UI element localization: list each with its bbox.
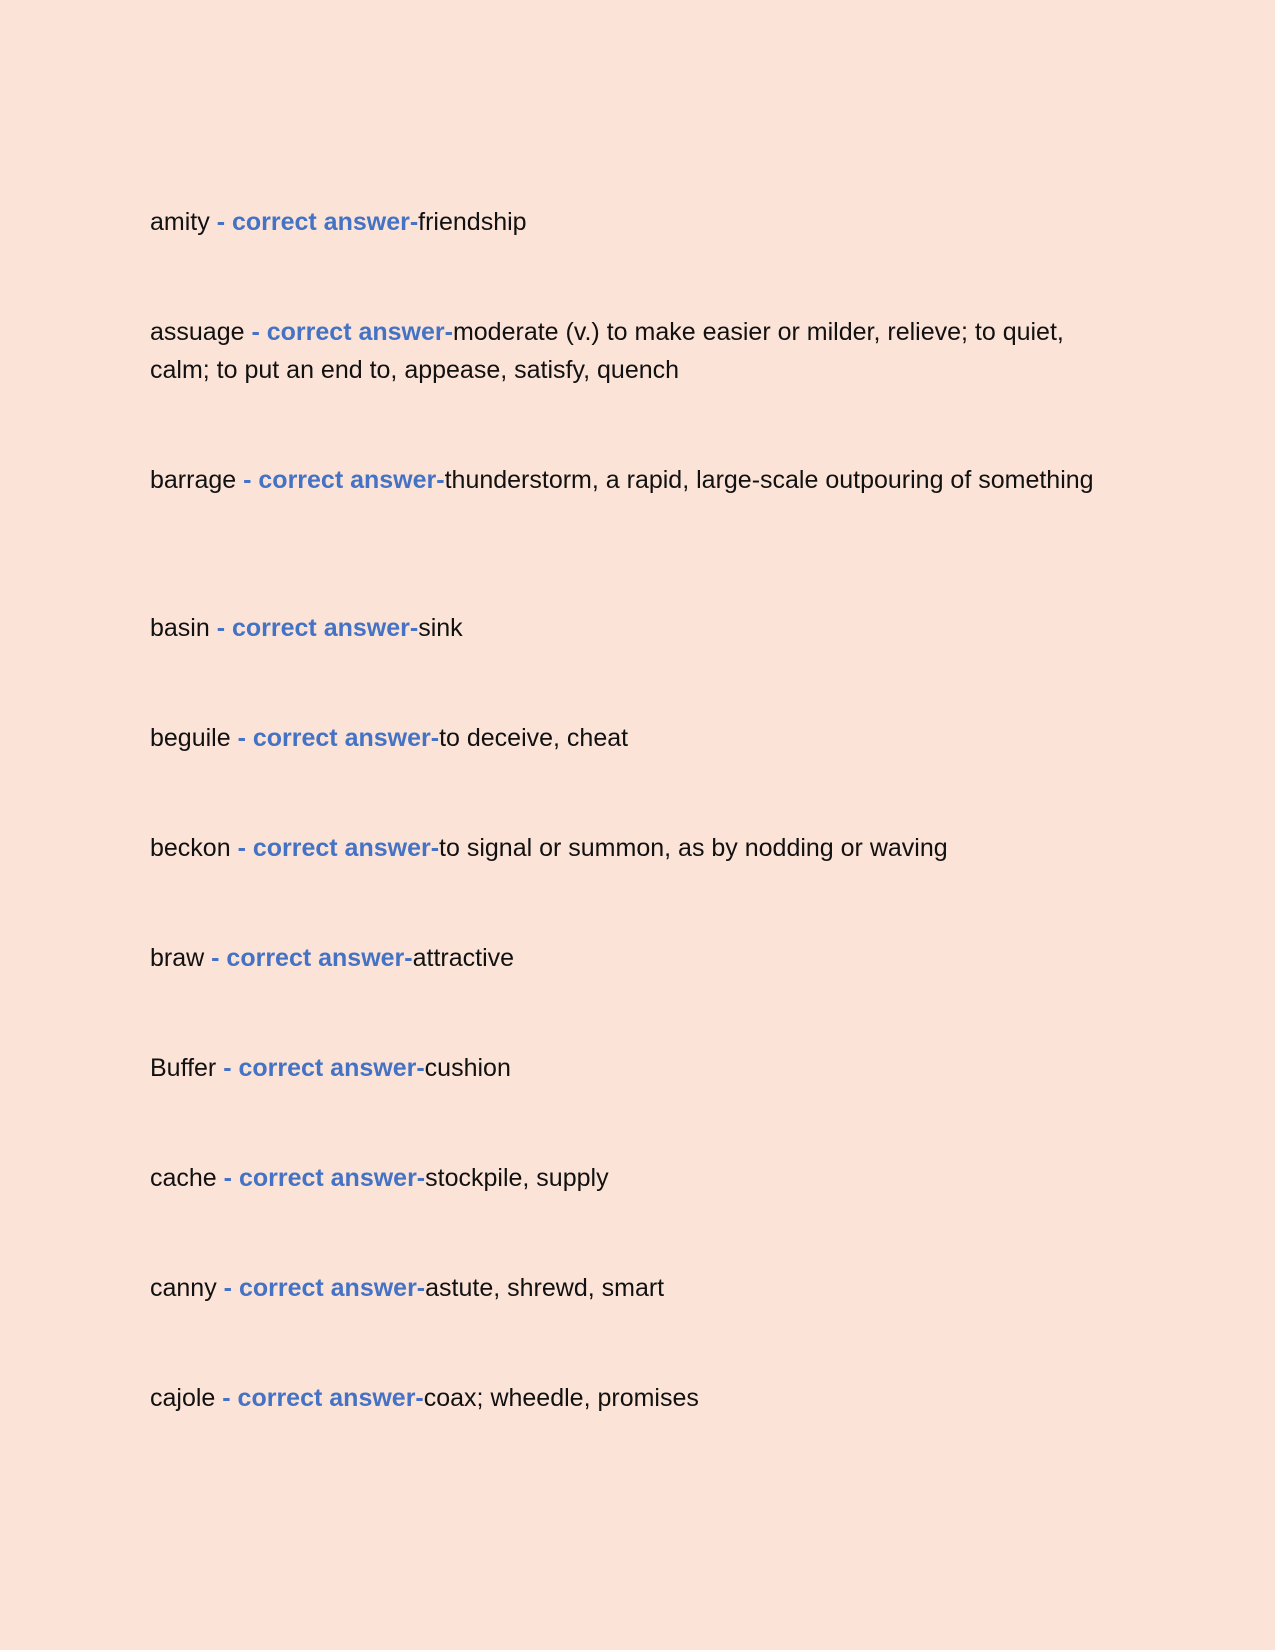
flashcard-entry xyxy=(150,1379,1125,1417)
flashcard-entry xyxy=(150,1159,1125,1197)
entry-definition: sink xyxy=(418,614,463,642)
entry-separator: - correct answer- xyxy=(251,318,453,346)
entry-term: beckon xyxy=(150,834,231,862)
entry-term: amity xyxy=(150,208,210,236)
entry-definition: stockpile, supply xyxy=(425,1164,609,1192)
entry-separator: - correct answer- xyxy=(216,208,419,236)
entry-separator: - correct answer- xyxy=(237,834,440,862)
flashcard-entry xyxy=(150,939,1125,977)
entry-separator: - correct answer- xyxy=(237,724,440,752)
entry-definition: cushion xyxy=(424,1054,511,1082)
entry-separator: - correct answer- xyxy=(223,1054,425,1082)
flashcard-entry xyxy=(150,829,1125,867)
entry-definition: to deceive, cheat xyxy=(439,724,629,752)
entry-term: assuage xyxy=(150,318,245,346)
entry-definition: thunderstorm, a rapid, large-scale outpouring of something xyxy=(444,466,1094,494)
entry-definition: friendship xyxy=(418,208,527,236)
entry-separator: - correct answer- xyxy=(211,944,413,972)
entry-definition: coax; wheedle, promises xyxy=(423,1384,699,1412)
entry-definition: astute, shrewd, smart xyxy=(425,1274,665,1302)
entry-term: basin xyxy=(150,614,210,642)
flashcard-entry xyxy=(150,609,1125,647)
entry-definition: attractive xyxy=(412,944,515,972)
entry-separator: - correct answer- xyxy=(223,1274,426,1302)
entry-separator: - correct answer- xyxy=(222,1384,424,1412)
flashcard-entry xyxy=(150,1049,1125,1087)
entry-separator: - correct answer- xyxy=(243,466,445,494)
flashcard-entry xyxy=(150,203,1125,241)
entry-definition: moderate (v.) to make easier or milder, relieve; to quiet, calm; to put an end to, appease, satisfy, quench xyxy=(150,318,1064,384)
entry-term: cajole xyxy=(150,1384,216,1412)
flashcard-entry xyxy=(150,719,1125,757)
entry-separator: - correct answer- xyxy=(223,1164,426,1192)
entry-term: cache xyxy=(150,1164,217,1192)
entry-term: barrage xyxy=(150,466,237,494)
entry-definition: to signal or summon, as by nodding or waving xyxy=(439,834,948,862)
entry-term: braw xyxy=(150,944,205,972)
flashcard-entry xyxy=(150,313,1125,389)
entry-term: Buffer xyxy=(150,1054,217,1082)
entry-term: canny xyxy=(150,1274,217,1302)
entry-term: beguile xyxy=(150,724,231,752)
entry-separator: - correct answer- xyxy=(216,614,419,642)
flashcard-entry xyxy=(150,1269,1125,1307)
flashcard-entry xyxy=(150,461,1125,537)
